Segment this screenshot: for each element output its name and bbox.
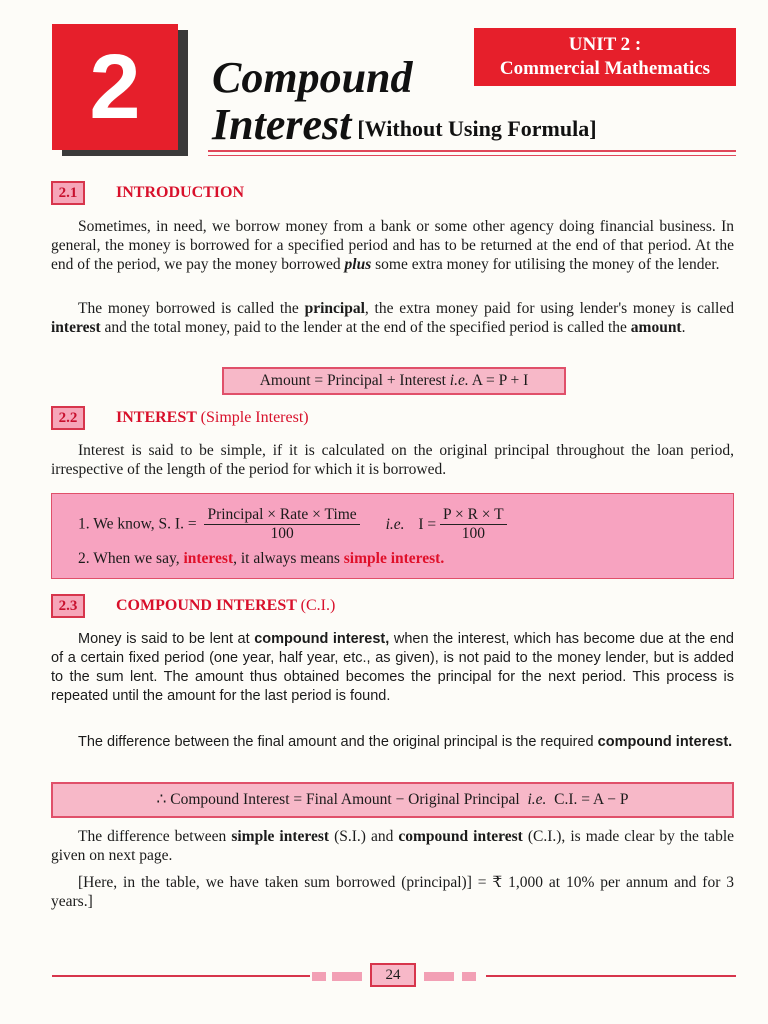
intro-text: Sometimes, in need, we borrow money from a bank or some other agency doing financial business. In general, the money is borrowed for a specified period and has to be returned at the end of that period. At the end of the period, we pay the money borrowed xyxy=(51,218,734,273)
text: 2. When we say, xyxy=(78,550,180,567)
footer-line-right xyxy=(486,975,736,977)
text: (C.I.), is made clear by the table given on next page. xyxy=(51,828,735,864)
section-number-2-3: 2.3 xyxy=(51,594,85,618)
title-paren: (Simple Interest) xyxy=(200,409,309,426)
compound-interest-paragraph-1 xyxy=(51,630,734,706)
text: . xyxy=(681,319,686,336)
header-divider xyxy=(208,150,736,152)
text: [Here, in the table, we have taken sum borrowed (principal)] = ₹ 1,000 at 10% per annum and for 3 years.] xyxy=(51,874,734,910)
si-fraction xyxy=(204,506,359,543)
text: (S.I.) and xyxy=(334,828,394,845)
compound-interest-paragraph-2 xyxy=(51,733,734,752)
chapter-title-line2 xyxy=(212,101,597,153)
text: , the extra money paid for using lender's money is called xyxy=(364,300,734,317)
term-compound-interest: compound interest. xyxy=(597,734,733,750)
formula-text: Amount = Principal + Interest xyxy=(259,372,446,389)
si-formula-row xyxy=(78,506,718,543)
si-denominator: 100 xyxy=(270,525,294,542)
text: when the interest, which has become due at the end of a certain fixed period (one year, half year, etc., as given), is not paid to the money lender, but is added to the sum lent. The amount thus obtained becomes the principal for the next period. This process is repeated until the amount for the last period is found. xyxy=(51,631,734,704)
section-title-compound-interest xyxy=(116,597,335,615)
si-denominator-short: 100 xyxy=(461,525,485,542)
footer-ornament xyxy=(312,972,326,981)
title-paren: (C.I.) xyxy=(300,597,336,614)
term-interest: interest xyxy=(51,319,101,336)
footer-ornament xyxy=(462,972,476,981)
amount-formula-box xyxy=(222,367,566,395)
text: , it always means xyxy=(233,550,340,567)
simple-interest-paragraph xyxy=(51,441,734,479)
si-note-row xyxy=(78,550,444,568)
si-vs-ci-paragraph xyxy=(51,827,734,865)
term-compound-interest: compound interest xyxy=(398,828,523,845)
text: The money borrowed is called the xyxy=(78,300,299,317)
intro-text-end: some extra money for utilising the money of the lender. xyxy=(375,256,720,273)
intro-paragraph-2 xyxy=(51,299,734,337)
ci-formula-box xyxy=(51,782,734,818)
footer-ornament xyxy=(332,972,362,981)
unit-label: UNIT 2 : xyxy=(568,34,642,55)
term-principal: principal xyxy=(304,300,365,317)
text: Interest is said to be simple, if it is calculated on the original principal throughout the loan period, irrespective of the length of the period for which it is borrowed. xyxy=(51,442,734,478)
term-compound-interest: compound interest, xyxy=(254,631,390,647)
si-i-label: I = xyxy=(418,515,437,533)
page-number: 24 xyxy=(370,963,416,987)
si-numerator: Principal × Rate × Time xyxy=(204,506,359,525)
footer-line-left xyxy=(52,975,310,977)
chapter-number: 2 xyxy=(52,24,178,150)
table-note-paragraph xyxy=(51,873,734,911)
chapter-title-line1: Compound xyxy=(212,53,413,102)
chapter-subtitle: [Without Using Formula] xyxy=(357,116,597,141)
text: Money is said to be lent at xyxy=(78,631,250,647)
si-ie: i.e. xyxy=(385,515,405,533)
formula-text: C.I. = A − P xyxy=(554,791,629,808)
unit-badge xyxy=(474,28,736,86)
intro-paragraph-1 xyxy=(51,217,734,274)
term-simple-interest-red: simple interest. xyxy=(343,550,445,567)
text: and the total money, paid to the lender at the end of the specified period is called the xyxy=(104,319,627,336)
header-divider-thin xyxy=(208,155,736,156)
text: The difference between the final amount and the original principal is the required xyxy=(78,734,594,750)
formula-ie: i.e. xyxy=(449,372,469,389)
term-amount: amount xyxy=(630,319,682,336)
intro-plus: plus xyxy=(344,256,372,273)
section-title-introduction: INTRODUCTION xyxy=(116,184,245,201)
section-number-2-1: 2.1 xyxy=(51,181,85,205)
si-numerator-short: P × R × T xyxy=(440,506,507,525)
term-simple-interest: simple interest xyxy=(231,828,330,845)
section-number-2-2: 2.2 xyxy=(51,406,85,430)
section-title-interest xyxy=(116,409,309,427)
unit-name: Commercial Mathematics xyxy=(499,58,711,79)
formula-text: ∴ Compound Interest = Final Amount − Original Principal xyxy=(156,791,520,808)
footer-ornament xyxy=(424,972,454,981)
formula-ie: i.e. xyxy=(527,791,547,808)
formula-text: A = P + I xyxy=(471,372,529,389)
term-interest-red: interest xyxy=(183,550,234,567)
title-text: INTEREST xyxy=(116,409,197,426)
text: The difference between xyxy=(78,828,227,845)
chapter-title-word: Interest xyxy=(212,100,352,149)
si-fraction-short xyxy=(440,506,507,543)
title-text: COMPOUND INTEREST xyxy=(116,597,297,614)
si-label: 1. We know, S. I. = xyxy=(78,515,197,533)
